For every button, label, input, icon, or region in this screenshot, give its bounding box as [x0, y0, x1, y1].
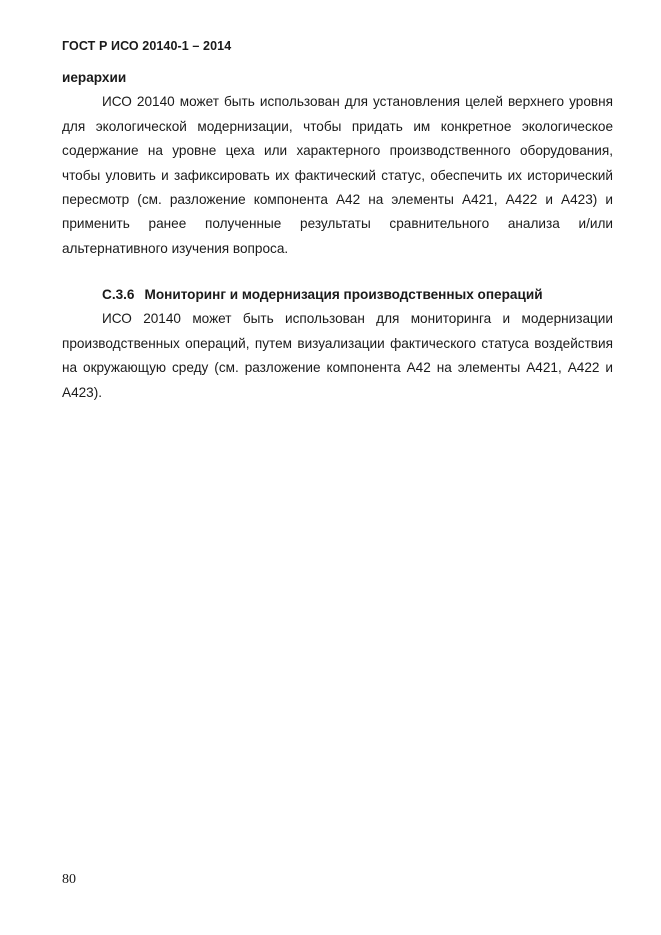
section-paragraph: ИСО 20140 может быть использован для мониторинга и модернизации производственных операций, путем визуализации фактического статуса воздействия на окружающую среду (см. разложение компонента А42 на элементы А421, А422 и А423). — [62, 311, 613, 400]
section-heading — [62, 283, 613, 307]
paragraph-1: ИСО 20140 может быть использован для установления целей верхнего уровня для экологической модернизации, чтобы придать им конкретное экологическое содержание на уровне цеха или характерного производственного оборудования, чтобы уловить и зафиксировать их фактический статус, обеспечить их исторический пересмотр (см. разложение компонента А42 на элементы А421, А422 и А423) и применить ранее полученные результаты сравнительного анализа и/или альтернативного изучения вопроса. — [62, 94, 613, 256]
section-c36 — [62, 283, 613, 405]
standard-header: ГОСТ Р ИСО 20140-1 – 2014 — [62, 39, 232, 53]
text-block-continuation — [62, 66, 613, 261]
section-number: С.3.6 — [102, 287, 135, 302]
section-title: Мониторинг и модернизация производственных операций — [144, 287, 543, 302]
continuation-word: иерархии — [62, 70, 127, 85]
page-number: 80 — [62, 872, 76, 887]
